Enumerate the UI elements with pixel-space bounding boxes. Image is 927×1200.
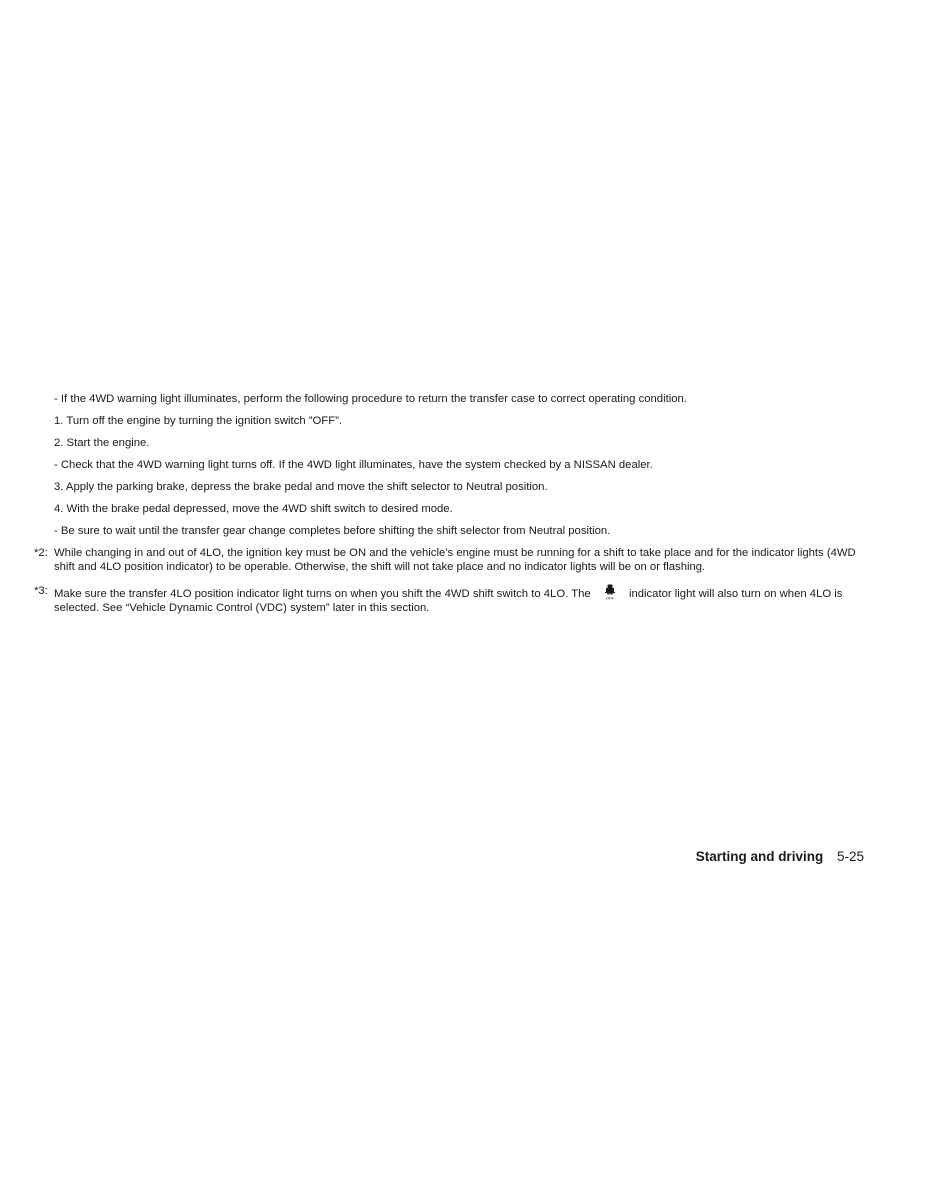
intro-text: - If the 4WD warning light illuminates, perform the following procedure to return the transfer case to correct operating condition. [54, 393, 687, 405]
vdc-off-icon [594, 584, 626, 600]
footnote-3-body [54, 584, 874, 615]
footnote-2 [34, 546, 874, 574]
page-footer [696, 849, 864, 864]
footnote-2-text: While changing in and out of 4LO, the ignition key must be ON and the vehicle’s engine must be running for a shift to take place and for the indicator lights (4WD shift and 4LO position indicator) to be operable. Otherwise, the shift will not take place and no indicator lights will be on or flashing. [54, 547, 856, 573]
page-number: 5-25 [836, 849, 864, 864]
footnote-3-marker: *3: [34, 585, 48, 597]
step-2: 2. Start the engine. [54, 437, 150, 449]
step-4: 4. With the brake pedal depressed, move the 4WD shift switch to desired mode. [54, 503, 453, 515]
step-3: 3. Apply the parking brake, depress the brake pedal and move the shift selector to Neutral position. [54, 481, 548, 493]
vdc-off-label: OFF [605, 595, 614, 600]
step-1: 1. Turn off the engine by turning the ignition switch ”OFF”. [54, 415, 343, 427]
footnote-3-text-end: indicator light will also turn on when 4LO is selected. See “Vehicle Dynamic Control (VDC) system” later in this section. [54, 588, 843, 614]
footnote-2-marker: *2: [34, 547, 48, 559]
footnote-3-text-start: Make sure the transfer 4LO position indicator light turns on when you shift the 4WD shift switch to 4LO. The [54, 588, 591, 600]
wait-note: - Be sure to wait until the transfer gear change completes before shifting the shift selector from Neutral position. [54, 525, 611, 537]
footnote-3 [34, 584, 874, 615]
section-title: Starting and driving [695, 849, 824, 864]
check-note: - Check that the 4WD warning light turns off. If the 4WD light illuminates, have the system checked by a NISSAN dealer. [54, 459, 653, 471]
